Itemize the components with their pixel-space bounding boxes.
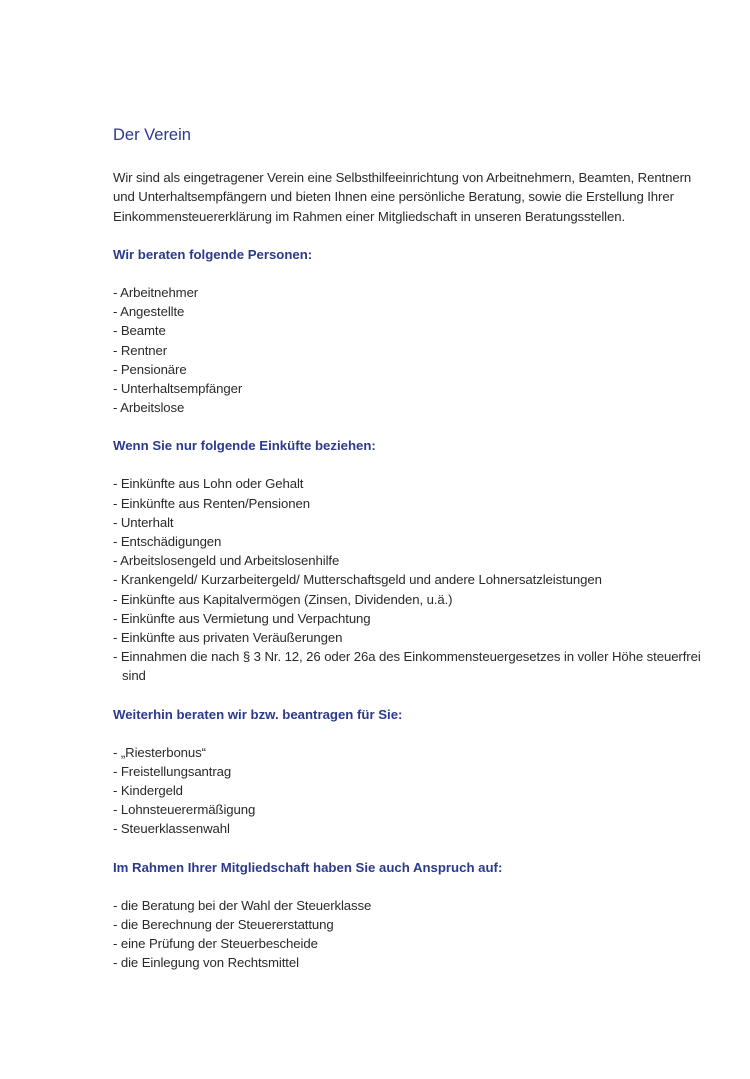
list-item: - die Beratung bei der Wahl der Steuerklasse [113,897,372,913]
list-item: - Unterhalt [113,514,174,530]
section-heading-einkuenfte: Wenn Sie nur folgende Einküfte beziehen: [113,438,376,454]
list-item: - Unterhaltsempfänger [113,380,243,396]
list-item: - Freistellungsantrag [113,763,232,779]
list-item: - Arbeitslose [113,400,185,416]
section-heading-anspruch: Im Rahmen Ihrer Mitgliedschaft haben Sie auch Anspruch auf: [113,859,503,875]
list-item: - Kindergeld [113,782,183,798]
list-item: - Einkünfte aus privaten Veräußerungen [113,629,343,645]
list-item: - Arbeitslosengeld und Arbeitslosenhilfe [113,553,340,569]
list-item: - Pensionäre [113,361,187,377]
list-item: - Angestellte [113,304,185,320]
list-item: - Lohnsteuerermäßigung [113,802,256,818]
list-item: - Rentner [113,342,168,358]
list-item: - Einnahmen die nach § 3 Nr. 12, 26 oder 26a des Einkommensteuergesetzes in voller Höhe steuerfrei sind [113,649,701,684]
list-beantragen [113,743,713,839]
list-anspruch [113,896,713,973]
list-item: - Krankengeld/ Kurzarbeitergeld/ Mutterschaftsgeld und andere Lohnersatzleistungen [113,572,602,588]
list-item: - Entschädigungen [113,533,222,549]
list-einkuenfte [113,474,713,685]
list-item: - Einkünfte aus Kapitalvermögen (Zinsen, Dividenden, u.ä.) [113,591,453,607]
list-item: - „Riesterbonus“ [113,744,206,760]
section-heading-personen: Wir beraten folgende Personen: [113,246,313,262]
list-item: - Steuerklassenwahl [113,821,230,837]
list-personen [113,283,713,417]
list-item: - Arbeitnehmer [113,284,199,300]
list-item: - Einkünfte aus Lohn oder Gehalt [113,476,304,492]
list-item: - die Berechnung der Steuererstattung [113,916,334,932]
list-item: - eine Prüfung der Steuerbescheide [113,935,318,951]
section-heading-beantragen: Weiterhin beraten wir bzw. beantragen für Sie: [113,706,403,722]
list-item: - Einkünfte aus Renten/Pensionen [113,495,310,511]
list-item: - Einkünfte aus Vermietung und Verpachtung [113,610,371,626]
list-item: - die Einlegung von Rechtsmittel [113,955,299,971]
intro-paragraph: Wir sind als eingetragener Verein eine Selbsthilfeeinrichtung von Arbeitnehmern, Beamten, Rentnern und Unterhaltsempfängern und bieten Ihnen eine persönliche Beratung, sowie die Erstellung Ihrer Einkommensteuererklärung im Rahmen einer Mitgliedschaft in unseren Beratungsstellen. [113,170,692,224]
document-page [113,124,713,991]
page-title: Der Verein [113,126,191,144]
list-item: - Beamte [113,323,166,339]
